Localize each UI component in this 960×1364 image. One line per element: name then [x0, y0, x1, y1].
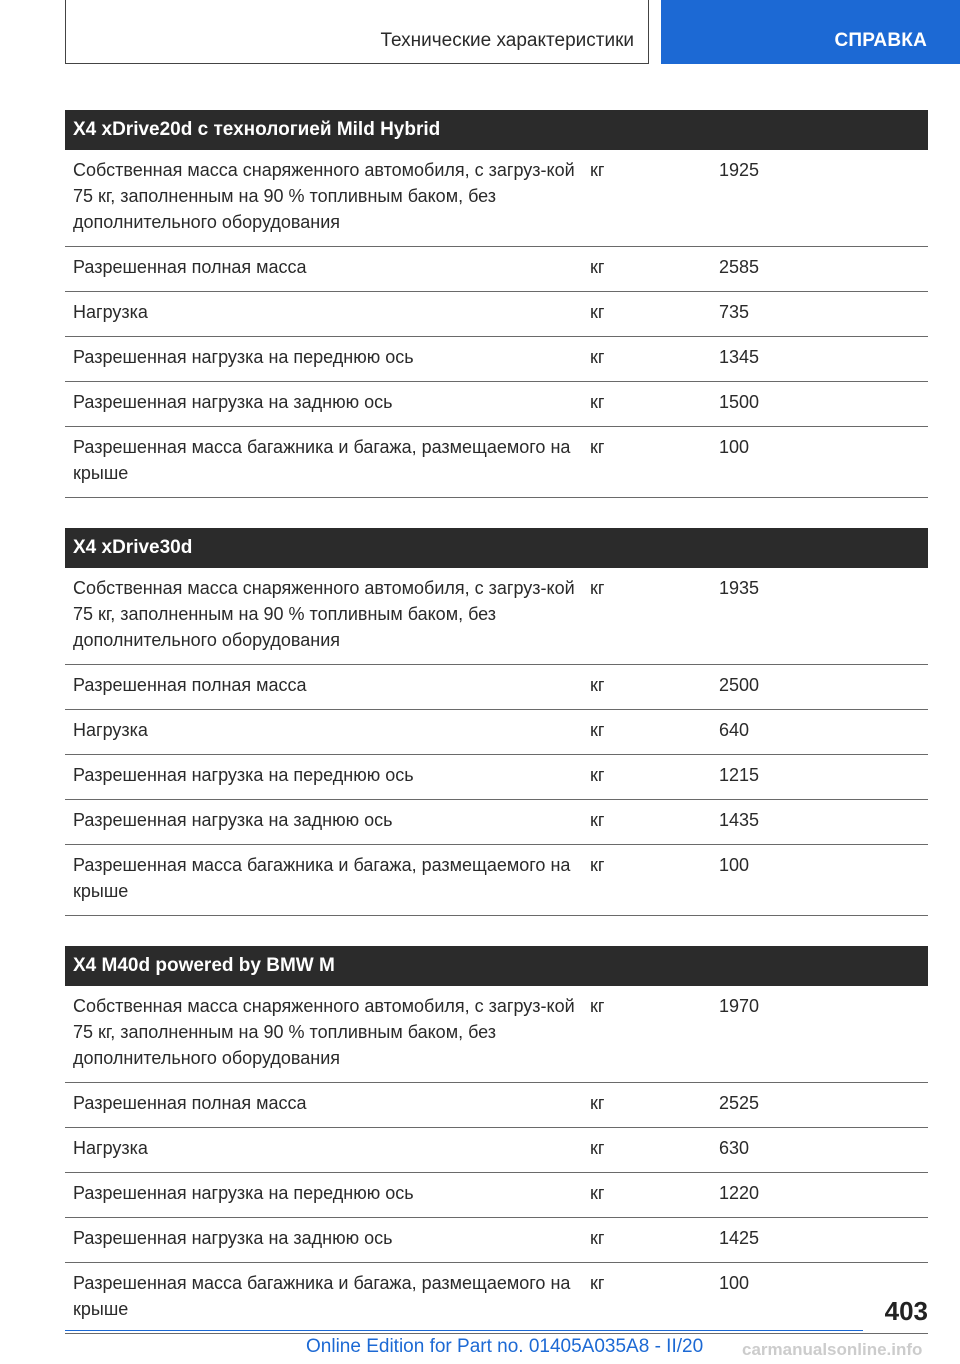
- spec-table-xdrive20d: [65, 110, 928, 498]
- row-name: Собственная масса снаряженного автомобиля, с загруз-кой 75 кг, заполненным на 90 % топливным баком, без дополнительного оборудования: [73, 160, 575, 232]
- row-name: Разрешенная масса багажника и багажа, размещаемого на крыше: [73, 1273, 571, 1319]
- row-value: 1220: [719, 1183, 760, 1203]
- row-name: Нагрузка: [73, 302, 148, 322]
- header-section-box: [65, 0, 649, 64]
- table-row: [65, 337, 928, 382]
- table-row: [65, 427, 928, 498]
- row-value: 2525: [719, 1093, 760, 1113]
- row-unit: кг: [590, 675, 605, 695]
- watermark: carmanualsonline.info: [742, 1340, 923, 1359]
- spec-table-title: X4 xDrive20d с технологией Mild Hybrid: [65, 110, 928, 150]
- table-row: [65, 986, 928, 1083]
- row-unit: кг: [590, 578, 605, 598]
- row-value: 1500: [719, 392, 760, 412]
- row-value: 1435: [719, 810, 760, 830]
- row-unit: кг: [590, 996, 605, 1016]
- row-unit: кг: [590, 1093, 605, 1113]
- row-value: 640: [719, 720, 750, 740]
- table-row: [65, 755, 928, 800]
- row-value: 100: [719, 855, 750, 875]
- edition-link[interactable]: Online Edition for Part no. 01405A035A8 - II/20: [306, 1336, 704, 1357]
- table-row: [65, 382, 928, 427]
- row-value: 1935: [719, 578, 760, 598]
- row-unit: кг: [590, 257, 605, 277]
- row-value: 100: [719, 437, 750, 457]
- spec-tables: [65, 110, 928, 1364]
- row-unit: кг: [590, 1183, 605, 1203]
- table-row: [65, 1218, 928, 1263]
- row-unit: кг: [590, 302, 605, 322]
- row-value: 1925: [719, 160, 760, 180]
- spec-table-title: X4 xDrive30d: [65, 528, 928, 568]
- row-name: Разрешенная масса багажника и багажа, размещаемого на крыше: [73, 855, 571, 901]
- row-name: Нагрузка: [73, 720, 148, 740]
- row-name: Разрешенная масса багажника и багажа, размещаемого на крыше: [73, 437, 571, 483]
- tab-reference[interactable]: [661, 0, 960, 64]
- row-value: 1215: [719, 765, 760, 785]
- row-unit: кг: [590, 160, 605, 180]
- table-row: [65, 292, 928, 337]
- spec-table-m40d: [65, 946, 928, 1334]
- footer-divider: [65, 1330, 863, 1331]
- spec-table-xdrive30d: [65, 528, 928, 916]
- table-row: [65, 568, 928, 665]
- page-number: 403: [884, 1296, 928, 1326]
- row-name: Собственная масса снаряженного автомобиля, с загруз-кой 75 кг, заполненным на 90 % топливным баком, без дополнительного оборудования: [73, 996, 575, 1068]
- table-row: [65, 1083, 928, 1128]
- row-value: 1345: [719, 347, 760, 367]
- row-unit: кг: [590, 1273, 605, 1293]
- table-row: [65, 800, 928, 845]
- row-name: Разрешенная нагрузка на заднюю ось: [73, 392, 393, 412]
- row-value: 1970: [719, 996, 760, 1016]
- tab-reference-label: СПРАВКА: [834, 30, 927, 51]
- row-value: 100: [719, 1273, 750, 1293]
- section-title: Технические характеристики: [380, 30, 634, 51]
- row-value: 1425: [719, 1228, 760, 1248]
- row-unit: кг: [590, 347, 605, 367]
- row-value: 735: [719, 302, 750, 322]
- row-unit: кг: [590, 855, 605, 875]
- spec-table-title: X4 M40d powered by BMW M: [65, 946, 928, 986]
- table-row: [65, 1173, 928, 1218]
- table-row: [65, 845, 928, 916]
- row-name: Разрешенная полная масса: [73, 257, 307, 277]
- table-row: [65, 1128, 928, 1173]
- row-name: Разрешенная нагрузка на переднюю ось: [73, 347, 414, 367]
- row-value: 2500: [719, 675, 760, 695]
- row-unit: кг: [590, 392, 605, 412]
- row-value: 2585: [719, 257, 760, 277]
- row-value: 630: [719, 1138, 750, 1158]
- table-row: [65, 247, 928, 292]
- table-row: [65, 1263, 928, 1334]
- row-name: Разрешенная нагрузка на переднюю ось: [73, 1183, 414, 1203]
- row-name: Нагрузка: [73, 1138, 148, 1158]
- row-unit: кг: [590, 1228, 605, 1248]
- row-unit: кг: [590, 810, 605, 830]
- row-name: Разрешенная нагрузка на заднюю ось: [73, 1228, 393, 1248]
- row-unit: кг: [590, 437, 605, 457]
- row-name: Разрешенная полная масса: [73, 1093, 307, 1113]
- row-name: Разрешенная полная масса: [73, 675, 307, 695]
- row-name: Разрешенная нагрузка на переднюю ось: [73, 765, 414, 785]
- row-unit: кг: [590, 1138, 605, 1158]
- row-name: Разрешенная нагрузка на заднюю ось: [73, 810, 393, 830]
- table-row: [65, 710, 928, 755]
- row-unit: кг: [590, 765, 605, 785]
- row-name: Собственная масса снаряженного автомобиля, с загруз-кой 75 кг, заполненным на 90 % топливным баком, без дополнительного оборудования: [73, 578, 575, 650]
- table-row: [65, 665, 928, 710]
- row-unit: кг: [590, 720, 605, 740]
- table-row: [65, 150, 928, 247]
